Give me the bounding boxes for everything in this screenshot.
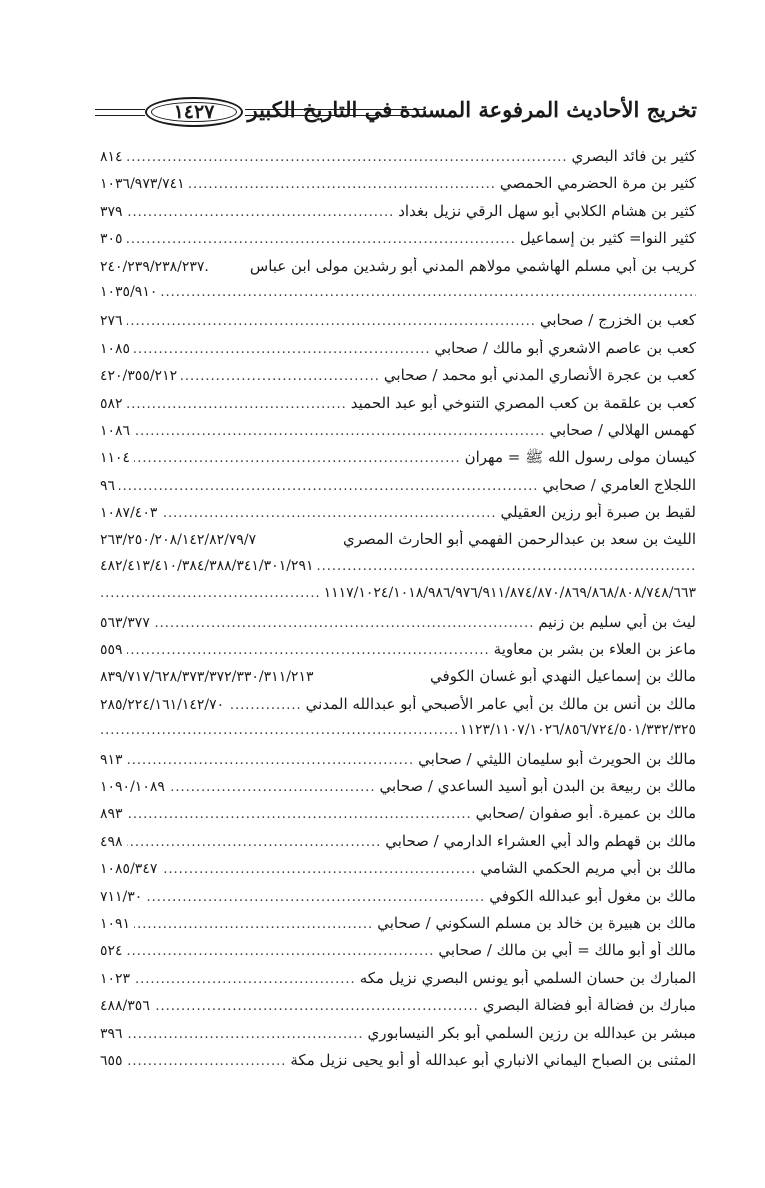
index-entry-continuation (100, 585, 696, 612)
index-entry (100, 914, 696, 941)
index-entry (100, 257, 696, 284)
narrator-name: اللجلاج العامري / صحابي (542, 475, 696, 494)
page-number-badge (145, 97, 243, 127)
index-entry (100, 202, 696, 229)
page-refs: ٤٢٠/٣٥٥/٢١٢ (100, 368, 178, 385)
leader-dots (127, 1027, 364, 1042)
narrator-name: مالك بن مغول أبو عبدالله الكوفي (489, 886, 696, 905)
leader-dots (127, 314, 536, 329)
index-entry (100, 1051, 696, 1078)
narrator-name: كريب بن أبي مسلم الهاشمي مولاهم المدني أبو رشدين مولى ابن عباس (249, 256, 696, 275)
page-refs: ٣٧٩ (100, 203, 123, 220)
leader-dots (100, 586, 321, 601)
index-entry (100, 311, 696, 338)
index-entry (100, 147, 696, 174)
running-header (95, 95, 697, 135)
index-entry (100, 695, 696, 722)
index-entry (100, 421, 696, 448)
narrator-name: مبشر بن عبدالله بن رزين السلمي أبو بكر النيسابوري (367, 1023, 696, 1042)
index-entry (100, 941, 696, 968)
narrator-name: المثنى بن الصباح اليماني الانباري أبو عبدالله أو أبو يحيى نزيل مكة (290, 1050, 696, 1069)
page-refs: ٥٥٩ (100, 642, 123, 659)
page-refs: ٢٦٣/٢٥٠/٢٠٨/١٤٢/٨٢/٧٩/٧ (100, 532, 257, 549)
index-entry (100, 394, 696, 421)
index-entry (100, 832, 696, 859)
index-entry (100, 339, 696, 366)
leader-dots (160, 285, 696, 300)
index-entry (100, 1024, 696, 1051)
narrator-name: مالك بن أبي مريم الحكمي الشامي (480, 859, 696, 878)
page-refs: ١٠٩٠/١٠٨٩ (100, 778, 165, 795)
page-refs: ٤٨٨/٣٥٦ (100, 998, 150, 1015)
index-entry (100, 503, 696, 530)
leader-dots (161, 506, 496, 521)
leader-dots (169, 780, 376, 795)
index-entry (100, 777, 696, 804)
leader-dots (134, 451, 461, 466)
narrator-name: مالك بن ربيعة بن البدن أبو أسيد الساعدي / صحابي (379, 776, 696, 795)
index-entry (100, 530, 696, 557)
index-entry (100, 750, 696, 777)
index-entry (100, 667, 696, 694)
narrator-name: كهمس الهلالي / صحابي (549, 420, 696, 439)
narrator-name: ليث بن أبي سليم بن زنيم (538, 612, 696, 631)
page-refs: ١٠٢٣ (100, 970, 131, 987)
page-refs: ٤٨٢/٤١٣/٤١٠/٣٨٤/٣٨٨/٣٤١/٣٠١/٢٩١ (100, 557, 314, 574)
page-refs: ١٠٩١ (100, 915, 131, 932)
index-entry (100, 969, 696, 996)
page-refs: ٨٩٣ (100, 806, 123, 823)
page-refs: ٤٩٨ (100, 833, 123, 850)
leader-dots (119, 479, 538, 494)
leader-dots (134, 972, 356, 987)
index-entry-continuation (100, 284, 696, 311)
index-entry (100, 804, 696, 831)
narrator-name: كعب بن علقمة بن كعب المصري التنوخي أبو عبد الحميد (350, 393, 696, 412)
index-entry (100, 859, 696, 886)
leader-dots (134, 342, 430, 357)
page-refs: ٩٦ (100, 477, 116, 494)
narrator-name: مالك بن هبيرة بن خالد بن مسلم السكوني / صحابي (377, 913, 696, 932)
narrator-name: كثير النوا= كثير بن إسماعيل (519, 229, 696, 248)
narrator-name: مبارك بن فضالة أبو فضالة البصري (482, 996, 696, 1015)
leader-dots (127, 150, 568, 165)
page-refs: ٨١٤ (100, 149, 123, 165)
leader-dots (134, 424, 545, 439)
leader-dots (146, 890, 485, 905)
leader-dots (127, 944, 435, 959)
narrator-name: الليث بن سعد بن عبدالرحمن الفهمي أبو الحارث المصري (343, 530, 696, 549)
leader-dots (127, 232, 516, 247)
narrator-name: كعب بن عجرة الأنصاري المدني أبو محمد / صحابي (383, 366, 696, 385)
narrator-name: مالك بن عميرة. أبو صفوان /صحابي (475, 804, 696, 823)
leader-dots (127, 1054, 287, 1069)
narrator-name: مالك بن إسماعيل النهدي أبو غسان الكوفي (430, 667, 696, 686)
index-entry (100, 887, 696, 914)
narrator-name: لقيط بن صبرة أبو رزين العقيلي (500, 503, 696, 522)
leader-dots (181, 369, 380, 384)
page-refs: ٥٨٢ (100, 395, 123, 412)
page-refs: ٦٥٥ (100, 1052, 123, 1069)
leader-dots (134, 917, 373, 932)
leader-dots (100, 723, 457, 738)
narrator-name: كعب بن الخزرج / صحابي (539, 311, 696, 330)
page-refs: ٧١١/٣٠ (100, 888, 143, 905)
page-refs: ٢٧٦ (100, 313, 123, 330)
leader-dots (228, 698, 302, 713)
leader-dots (127, 807, 472, 822)
index-entry (100, 640, 696, 667)
leader-dots (127, 397, 347, 412)
narrator-name: كثير بن هشام الكلابي أبو سهل الرقي نزيل بغداد (398, 201, 696, 220)
leader-dots (154, 999, 479, 1014)
page-refs: ٣٩٦ (100, 1025, 123, 1042)
leader-dots (127, 835, 382, 850)
leader-dots (127, 753, 415, 768)
page-refs: ٥٢٤ (100, 943, 123, 960)
index-entry-continuation (100, 722, 696, 749)
narrator-name: كعب بن عاصم الاشعري أبو مالك / صحابي (434, 338, 696, 357)
book-title: تخريج الأحاديث المرفوعة المسندة في التاريخ الكبير (247, 97, 697, 122)
narrator-name: ماعز بن العلاء بن بشر بن معاوية (493, 640, 696, 659)
page-refs: ١٠٨٦ (100, 422, 131, 439)
page-number: ١٤٢٧ (173, 101, 215, 123)
page-refs: ١٠٨٥ (100, 340, 131, 357)
index-entry-continuation (100, 558, 696, 585)
leader-dots (127, 643, 490, 658)
page-refs: ٨٣٩/٧١٧/٦٢٨/٣٧٣/٣٧٢/٣٣٠/٣١١/٢١٣ (100, 669, 314, 686)
page-refs: ١١١٧/١٠٢٤/١٠١٨/٩٨٦/٩٧٦/٩١١/٨٧٤/٨٧٠/٨٦٩/٨٦٨/٨٠٨/٧٤٨/٦٦٣ (323, 585, 696, 602)
page-refs: ٢٤٠/٢٣٩/٢٣٨/٢٣٧. (100, 258, 209, 275)
page-refs: ١٠٣٦/٩٧٣/٧٤١ (100, 176, 185, 193)
leader-dots (127, 205, 395, 220)
narrator-name: كثير بن مرة الحضرمي الحمصي (499, 174, 696, 193)
narrator-name: مالك بن قهطم والد أبي العشراء الدارمي / صحابي (385, 831, 696, 850)
index-entry (100, 366, 696, 393)
narrator-name: مالك بن أنس بن مالك بن أبي عامر الأصبحي أبو عبدالله المدني (305, 694, 696, 713)
narrator-name: مالك بن الحويرث أبو سليمان الليثي / صحابي (418, 749, 696, 768)
leader-dots (154, 616, 534, 631)
page-refs: ١٠٣٥/٩١٠ (100, 283, 158, 300)
index-entry (100, 476, 696, 503)
index-entry (100, 174, 696, 201)
leader-dots (161, 862, 476, 877)
page-refs: ٥٦٣/٣٧٧ (100, 614, 150, 631)
narrator-name: كثير بن فائد البصري (571, 147, 696, 165)
index-entry (100, 996, 696, 1023)
narrator-name: مالك أو أبو مالك = أبي بن مالك / صحابي (438, 941, 696, 960)
page-refs: ١١٠٤ (100, 450, 131, 467)
narrator-name: كيسان مولى رسول الله ﷺ = مهران (464, 448, 696, 467)
index-entry (100, 229, 696, 256)
index-entry (100, 448, 696, 475)
page-refs: ١١٢٣/١١٠٧/١٠٢٦/٨٥٦/٧٢٤/٥٠١/٣٣٢/٣٢٥ (459, 722, 696, 739)
page-refs: ١٠٨٥/٣٤٧ (100, 861, 158, 878)
narrator-index (100, 147, 696, 1078)
leader-dots (317, 559, 697, 574)
page-refs: ١٠٨٧/٤٠٣ (100, 505, 158, 522)
page-refs: ٩١٣ (100, 751, 123, 768)
page-refs: ٢٨٥/٢٢٤/١٦١/١٤٢/٧٠ (100, 696, 225, 713)
index-entry (100, 613, 696, 640)
leader-dots (189, 177, 496, 192)
narrator-name: المبارك بن حسان السلمي أبو يونس البصري نزيل مكه (359, 968, 696, 987)
page-refs: ٣٠٥ (100, 231, 123, 248)
header-rule-left (95, 109, 145, 116)
